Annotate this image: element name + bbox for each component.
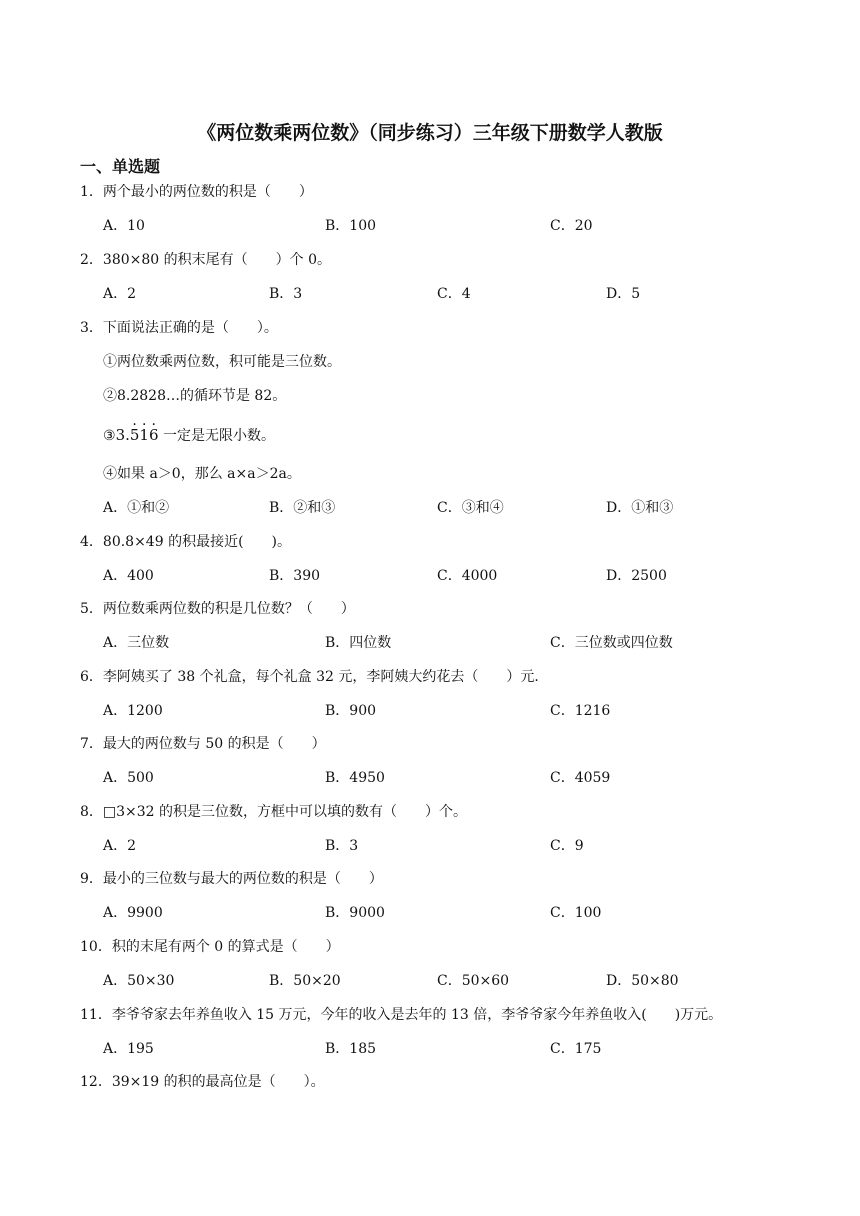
option-c[interactable]: C．4000 xyxy=(437,568,498,584)
option-c[interactable]: C．1216 xyxy=(550,703,611,719)
repeating-digit-mid: · 1 xyxy=(139,426,149,444)
option-c[interactable]: C．③和④ xyxy=(437,500,504,516)
option-d[interactable]: D．2500 xyxy=(606,568,667,584)
question-3: 3．下面说法正确的是（ ）。 xyxy=(80,320,278,336)
option-c[interactable]: C．20 xyxy=(550,218,593,234)
question-6-options xyxy=(103,701,803,721)
statement-3 xyxy=(103,425,275,446)
option-a[interactable]: A．2 xyxy=(103,838,137,854)
question-3-options xyxy=(103,498,803,518)
question-9: 9．最小的三位数与最大的两位数的积是（ ） xyxy=(80,871,383,887)
question-12: 12．39×19 的积的最高位是（ ）。 xyxy=(80,1074,325,1090)
statement-2: ②8.2828…的循环节是 82。 xyxy=(103,388,287,404)
section-heading: 一、单选题 xyxy=(80,157,161,176)
option-a[interactable]: A．10 xyxy=(103,218,145,234)
option-d[interactable]: D．5 xyxy=(606,286,641,302)
option-b[interactable]: B．4950 xyxy=(325,770,385,786)
question-10-options xyxy=(103,971,803,991)
option-b[interactable]: B．100 xyxy=(325,218,377,234)
question-9-options xyxy=(103,903,803,923)
option-b[interactable]: B．390 xyxy=(269,568,321,584)
question-6: 6．李阿姨买了 38 个礼盒，每个礼盒 32 元，李阿姨大约花去（ ）元． xyxy=(80,669,549,685)
option-a[interactable]: A．①和② xyxy=(103,500,170,516)
question-10: 10．积的末尾有两个 0 的算式是（ ） xyxy=(80,939,340,955)
question-8: 8．□3×32 的积是三位数，方框中可以填的数有（ ）个。 xyxy=(80,804,468,820)
question-7: 7．最大的两位数与 50 的积是（ ） xyxy=(80,736,326,752)
option-a[interactable]: A．400 xyxy=(103,568,154,584)
option-c[interactable]: C．9 xyxy=(550,838,584,854)
option-b[interactable]: B．四位数 xyxy=(325,635,392,651)
repeating-digit-end: · 6 xyxy=(149,426,159,444)
option-c[interactable]: C．50×60 xyxy=(437,973,510,989)
option-a[interactable]: A．1200 xyxy=(103,703,163,719)
decimal-integer-part: 3. xyxy=(115,426,130,444)
option-a[interactable]: A．50×30 xyxy=(103,973,175,989)
statement-3-marker: ③ xyxy=(103,428,116,444)
statement-3-text: 一定是无限小数。 xyxy=(162,428,275,444)
question-4: 4．80.8×49 的积最接近( )。 xyxy=(80,534,291,550)
question-8-options xyxy=(103,836,803,856)
option-c[interactable]: C．三位数或四位数 xyxy=(550,635,673,651)
option-b[interactable]: B．②和③ xyxy=(269,500,336,516)
option-a[interactable]: A．195 xyxy=(103,1041,154,1057)
page-title: 《两位数乘两位数》（同步练习）三年级下册数学人教版 xyxy=(197,122,663,144)
option-b[interactable]: B．9000 xyxy=(325,905,385,921)
repeating-digit-start: · 5 xyxy=(130,426,140,444)
question-11: 11．李爷爷家去年养鱼收入 15 万元，今年的收入是去年的 13 倍，李爷爷家今年养鱼收入( )万元。 xyxy=(80,1007,723,1023)
option-d[interactable]: D．50×80 xyxy=(606,973,679,989)
option-a[interactable]: A．500 xyxy=(103,770,154,786)
question-2-options xyxy=(103,284,803,304)
question-5: 5．两位数乘两位数的积是几位数？（ ） xyxy=(80,601,355,617)
question-5-options xyxy=(103,633,803,653)
statement-1: ①两位数乘两位数，积可能是三位数。 xyxy=(103,354,341,370)
question-2: 2．380×80 的积末尾有（ ）个 0。 xyxy=(80,252,331,268)
question-4-options xyxy=(103,566,803,586)
option-a[interactable]: A．三位数 xyxy=(103,635,170,651)
option-b[interactable]: B．50×20 xyxy=(269,973,341,989)
question-7-options xyxy=(103,768,803,788)
option-a[interactable]: A．9900 xyxy=(103,905,163,921)
option-c[interactable]: C．100 xyxy=(550,905,602,921)
option-b[interactable]: B．3 xyxy=(325,838,359,854)
option-c[interactable]: C．4059 xyxy=(550,770,611,786)
option-c[interactable]: C．175 xyxy=(550,1041,602,1057)
option-b[interactable]: B．900 xyxy=(325,703,377,719)
option-b[interactable]: B．185 xyxy=(325,1041,377,1057)
statement-4: ④如果 a＞0，那么 a×a＞2a。 xyxy=(103,466,301,482)
question-11-options xyxy=(103,1039,803,1059)
option-d[interactable]: D．①和③ xyxy=(606,500,674,516)
question-1: 1．两个最小的两位数的积是（ ） xyxy=(80,184,313,200)
option-c[interactable]: C．4 xyxy=(437,286,471,302)
question-1-options xyxy=(103,216,803,236)
repeating-decimal xyxy=(116,426,159,444)
option-b[interactable]: B．3 xyxy=(269,286,303,302)
option-a[interactable]: A．2 xyxy=(103,286,137,302)
